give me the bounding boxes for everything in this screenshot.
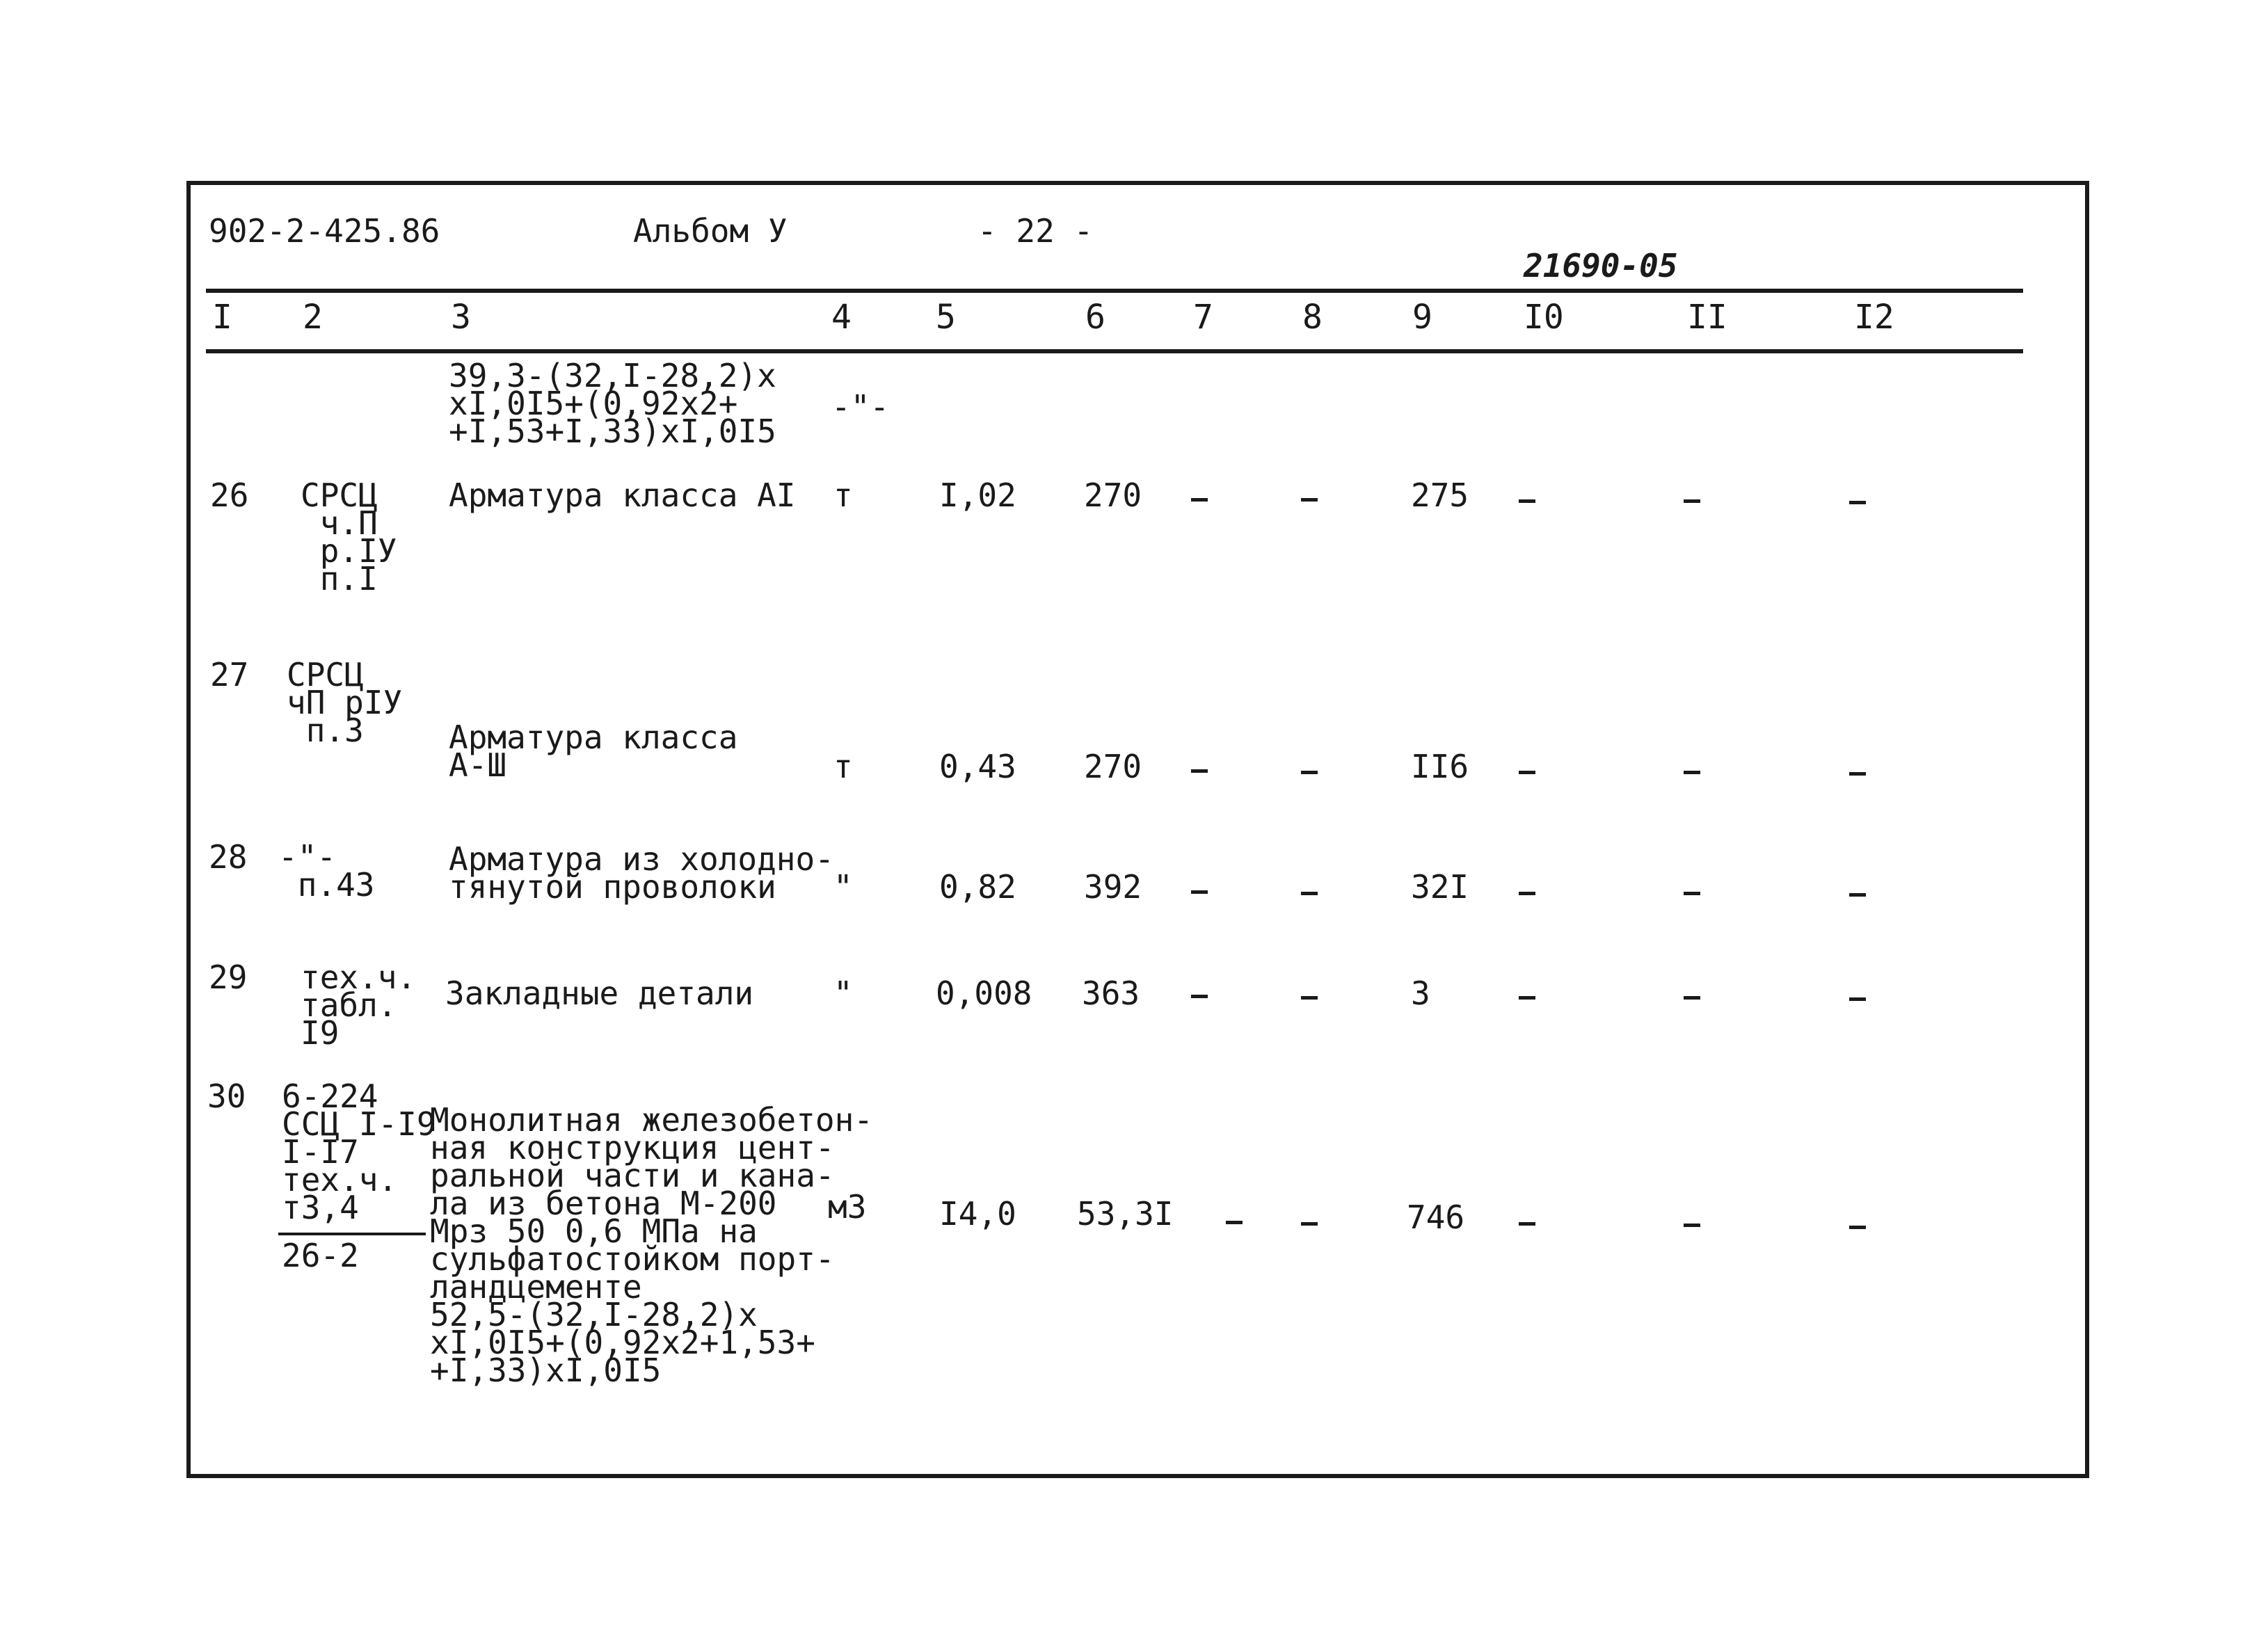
dash-col8 bbox=[1301, 1222, 1318, 1226]
value-col9: 32I bbox=[1411, 868, 1469, 906]
row-number: 28 bbox=[209, 838, 248, 876]
source-ref: -"- п.43 bbox=[278, 838, 375, 904]
item-description: Закладные детали bbox=[445, 975, 754, 1012]
dash-col7 bbox=[1191, 890, 1208, 894]
col-header-8: 8 bbox=[1302, 298, 1323, 337]
col-header-1: I bbox=[212, 298, 232, 337]
dash-col11 bbox=[1684, 892, 1700, 895]
row-number: 26 bbox=[210, 476, 249, 514]
dash-col10 bbox=[1519, 499, 1535, 503]
col-header-12: I2 bbox=[1854, 298, 1894, 337]
row-number: 27 bbox=[210, 656, 249, 693]
album-label: Альбом У bbox=[633, 212, 788, 250]
dash-col11 bbox=[1684, 771, 1700, 774]
dash-col12 bbox=[1849, 893, 1866, 897]
continuation-unit: -"- bbox=[831, 388, 890, 426]
value-col6: 270 bbox=[1084, 748, 1142, 785]
value-col9: 3 bbox=[1411, 975, 1430, 1012]
dash-col10 bbox=[1519, 892, 1535, 895]
dash-col12 bbox=[1849, 501, 1866, 504]
value-col9: 746 bbox=[1407, 1198, 1465, 1236]
value-col6: 270 bbox=[1084, 476, 1142, 514]
item-description: Монолитная железобетон- ная конструкция цент- ральной части и кана- ла из бетона М-200 Мрз 50 0,6 МПа на сульфатостойком порт- ландцементе 52,5-(32,I-28,2)x xI,0I5+(0,92x2+1,53+ +I,33)xI,0I5 bbox=[430, 1101, 873, 1389]
col-header-9: 9 bbox=[1412, 298, 1432, 337]
dash-col11 bbox=[1684, 499, 1700, 503]
quantity: 0,82 bbox=[939, 868, 1016, 906]
col-header-6: 6 bbox=[1085, 298, 1105, 337]
unit: " bbox=[833, 975, 853, 1012]
dash-col7 bbox=[1226, 1221, 1243, 1224]
dash-col12 bbox=[1849, 997, 1866, 1001]
page-number: - 22 - bbox=[977, 212, 1094, 250]
col-header-5: 5 bbox=[936, 298, 956, 337]
dash-col11 bbox=[1684, 1224, 1700, 1227]
value-col6: 363 bbox=[1082, 975, 1140, 1012]
col-header-3: 3 bbox=[451, 298, 471, 337]
fraction-line bbox=[278, 1233, 426, 1235]
col-header-2: 2 bbox=[303, 298, 323, 337]
quantity: 0,43 bbox=[939, 748, 1016, 785]
source-ref: СРСЦ ч.П р.IУ п.I bbox=[301, 476, 397, 598]
dash-col8 bbox=[1301, 996, 1318, 1000]
col-header-11: II bbox=[1687, 298, 1727, 337]
dash-col7 bbox=[1191, 498, 1208, 502]
col-header-4: 4 bbox=[831, 298, 852, 337]
unit: " bbox=[833, 868, 853, 906]
col-header-10: I0 bbox=[1524, 298, 1564, 337]
source-ref: 6-224 ССЦ I-I9 I-I7 тех.ч. т3,4 bbox=[282, 1077, 436, 1226]
dash-col10 bbox=[1519, 771, 1535, 774]
dash-col11 bbox=[1684, 996, 1700, 1000]
row-number: 29 bbox=[209, 959, 248, 996]
unit: т bbox=[833, 476, 853, 514]
row-number: 30 bbox=[207, 1077, 246, 1115]
value-col6: 392 bbox=[1084, 868, 1142, 906]
col-header-7: 7 bbox=[1193, 298, 1213, 337]
value-col9: II6 bbox=[1411, 748, 1469, 785]
unit: т bbox=[833, 748, 853, 785]
unit: м3 bbox=[828, 1188, 867, 1226]
dash-col12 bbox=[1849, 772, 1866, 776]
value-col9: 275 bbox=[1411, 476, 1469, 514]
dash-col8 bbox=[1301, 498, 1318, 502]
continuation-formula: 39,3-(32,I-28,2)x xI,0I5+(0,92x2+ +I,53+I,33)xI,0I5 bbox=[449, 357, 776, 450]
item-description: Арматура из холодно- тянутой проволоки bbox=[449, 840, 834, 906]
header-rule-top bbox=[206, 289, 2023, 293]
source-ref: тех.ч. табл. I9 bbox=[301, 959, 417, 1052]
doc-number: 21690-05 bbox=[1524, 247, 1678, 284]
dash-col8 bbox=[1301, 771, 1318, 774]
dash-col12 bbox=[1849, 1226, 1866, 1229]
quantity: 0,008 bbox=[936, 975, 1032, 1012]
quantity: I,02 bbox=[939, 476, 1016, 514]
item-description: Арматура класса АI bbox=[449, 476, 796, 514]
value-col6: 53,3I bbox=[1077, 1195, 1174, 1233]
dash-col7 bbox=[1191, 769, 1208, 773]
source-ref: СРСЦ чП рIУ п.3 bbox=[287, 656, 403, 749]
item-description: Арматура класса А-Ш bbox=[449, 719, 738, 784]
quantity: I4,0 bbox=[939, 1195, 1016, 1233]
doc-code: 902-2-425.86 bbox=[209, 212, 440, 250]
dash-col10 bbox=[1519, 1222, 1535, 1226]
header-rule-bottom bbox=[206, 349, 2023, 353]
dash-col7 bbox=[1191, 995, 1208, 998]
source-ref-denominator: 26-2 bbox=[282, 1237, 359, 1274]
dash-col8 bbox=[1301, 892, 1318, 895]
dash-col10 bbox=[1519, 996, 1535, 1000]
